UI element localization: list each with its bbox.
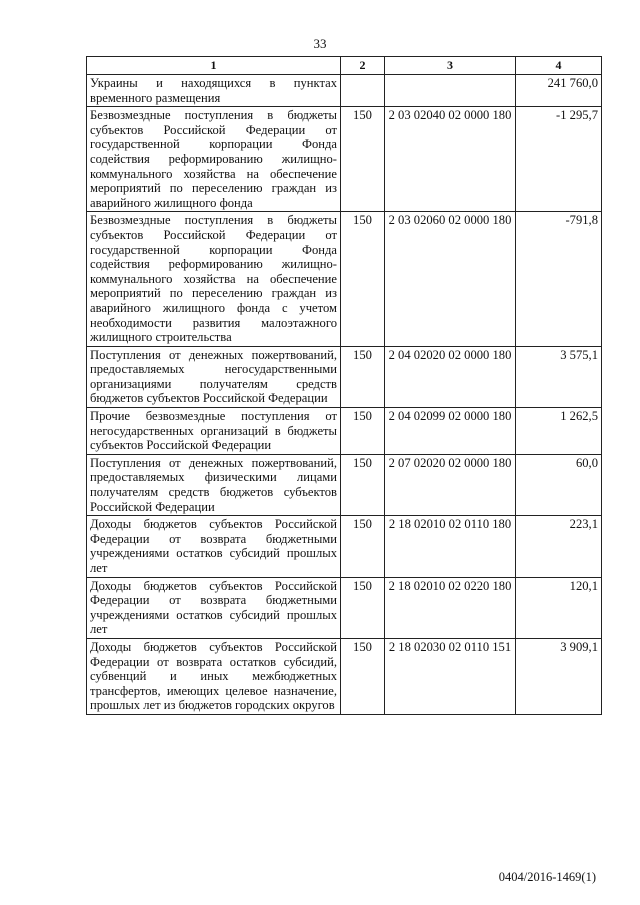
header-col-3: 3 (385, 57, 516, 75)
page-number: 33 (313, 36, 327, 51)
row-name: Поступления от денежных пожертвований, предоставляемых негосударственными организациями получателям средств бюджетов субъектов Российской Федерации (87, 346, 341, 407)
table-row (87, 516, 602, 577)
row-chapter: 150 (341, 346, 385, 407)
table-row (87, 454, 602, 515)
row-name: Украины и находящихся в пунктах временного размещения (87, 75, 341, 107)
row-code: 2 04 02020 02 0000 180 (385, 346, 516, 407)
row-chapter: 150 (341, 107, 385, 212)
row-name: Прочие безвозмездные поступления от негосударственных организаций в бюджеты субъектов Российской Федерации (87, 408, 341, 455)
budget-table (86, 56, 602, 715)
row-amount: 241 760,0 (516, 75, 602, 107)
row-amount: 60,0 (516, 454, 602, 515)
row-name: Безвозмездные поступления в бюджеты субъектов Российской Федерации от государственной корпорации Фонда содействия реформированию жилищно-коммунального хозяйства на обеспечение мероприятий по переселению граждан из аварийного жилищного фонда с учетом необходимости развития малоэтажного жилищного строительства (87, 212, 341, 346)
table-row (87, 212, 602, 346)
row-code: 2 04 02099 02 0000 180 (385, 408, 516, 455)
row-chapter: 150 (341, 577, 385, 638)
row-amount: 223,1 (516, 516, 602, 577)
table-row (87, 408, 602, 455)
table-row (87, 638, 602, 714)
row-chapter: 150 (341, 516, 385, 577)
row-code: 2 18 02010 02 0220 180 (385, 577, 516, 638)
row-chapter: 150 (341, 454, 385, 515)
row-code: 2 03 02040 02 0000 180 (385, 107, 516, 212)
row-code: 2 07 02020 02 0000 180 (385, 454, 516, 515)
table-row (87, 346, 602, 407)
table-row (87, 107, 602, 212)
row-chapter: 150 (341, 638, 385, 714)
header-col-2: 2 (341, 57, 385, 75)
table-row (87, 75, 602, 107)
row-amount: 120,1 (516, 577, 602, 638)
row-code: 2 18 02030 02 0110 151 (385, 638, 516, 714)
row-chapter: 150 (341, 408, 385, 455)
row-code (385, 75, 516, 107)
row-name: Доходы бюджетов субъектов Российской Федерации от возврата бюджетными учреждениями остатков субсидий прошлых лет (87, 577, 341, 638)
table-header-row (87, 57, 602, 75)
row-name: Доходы бюджетов субъектов Российской Федерации от возврата бюджетными учреждениями остатков субсидий прошлых лет (87, 516, 341, 577)
header-col-4: 4 (516, 57, 602, 75)
row-amount: 1 262,5 (516, 408, 602, 455)
row-code: 2 03 02060 02 0000 180 (385, 212, 516, 346)
row-amount: 3 909,1 (516, 638, 602, 714)
row-amount: -1 295,7 (516, 107, 602, 212)
row-chapter (341, 75, 385, 107)
row-amount: 3 575,1 (516, 346, 602, 407)
row-amount: -791,8 (516, 212, 602, 346)
row-name: Поступления от денежных пожертвований, предоставляемых физическими лицами получателям средств бюджетов субъектов Российской Федерации (87, 454, 341, 515)
row-chapter: 150 (341, 212, 385, 346)
row-code: 2 18 02010 02 0110 180 (385, 516, 516, 577)
header-col-1: 1 (87, 57, 341, 75)
table-row (87, 577, 602, 638)
row-name: Безвозмездные поступления в бюджеты субъектов Российской Федерации от государственной корпорации Фонда содействия реформированию жилищно-коммунального хозяйства на обеспечение мероприятий по переселению граждан из аварийного жилищного фонда (87, 107, 341, 212)
row-name: Доходы бюджетов субъектов Российской Федерации от возврата остатков субсидий, субвенций и иных межбюджетных трансфертов, имеющих целевое назначение, прошлых лет из бюджетов городских округов (87, 638, 341, 714)
document-code: 0404/2016-1469(1) (498, 870, 596, 884)
